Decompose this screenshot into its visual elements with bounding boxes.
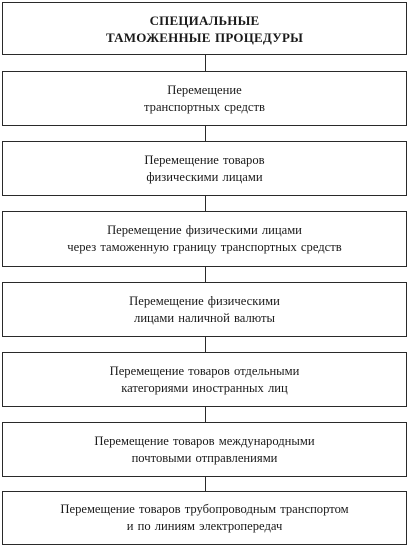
procedure-box-4 (2, 282, 407, 337)
procedure-label: Перемещение товаров физическими лицами (144, 152, 265, 184)
connector-line (205, 337, 206, 352)
connector-line (205, 55, 206, 71)
procedure-label: Перемещение товаров отдельными категориями иностранных лиц (109, 363, 300, 395)
header-box (2, 2, 407, 55)
procedure-box-5 (2, 352, 407, 407)
procedure-box-7 (2, 491, 407, 545)
procedure-box-2 (2, 141, 407, 196)
connector-line (205, 477, 206, 491)
procedure-label: Перемещение товаров трубопроводным транспортом и по линиям электропередач (60, 502, 349, 533)
connector-line (205, 407, 206, 422)
procedure-label: Перемещение товаров международными почтовыми отправлениями (94, 433, 315, 465)
connector-line (205, 196, 206, 211)
procedure-label: Перемещение физическими лицами наличной валюты (129, 293, 280, 325)
procedure-label: Перемещение транспортных средств (144, 82, 265, 114)
procedure-label: Перемещение физическими лицами через таможенную границу транспортных средств (67, 223, 342, 254)
procedure-box-1 (2, 71, 407, 126)
header-title: СПЕЦИАЛЬНЫЕ ТАМОЖЕННЫЕ ПРОЦЕДУРЫ (105, 12, 304, 45)
connector-line (205, 267, 206, 282)
connector-line (205, 126, 206, 141)
procedure-box-6 (2, 422, 407, 477)
procedure-box-3 (2, 211, 407, 267)
